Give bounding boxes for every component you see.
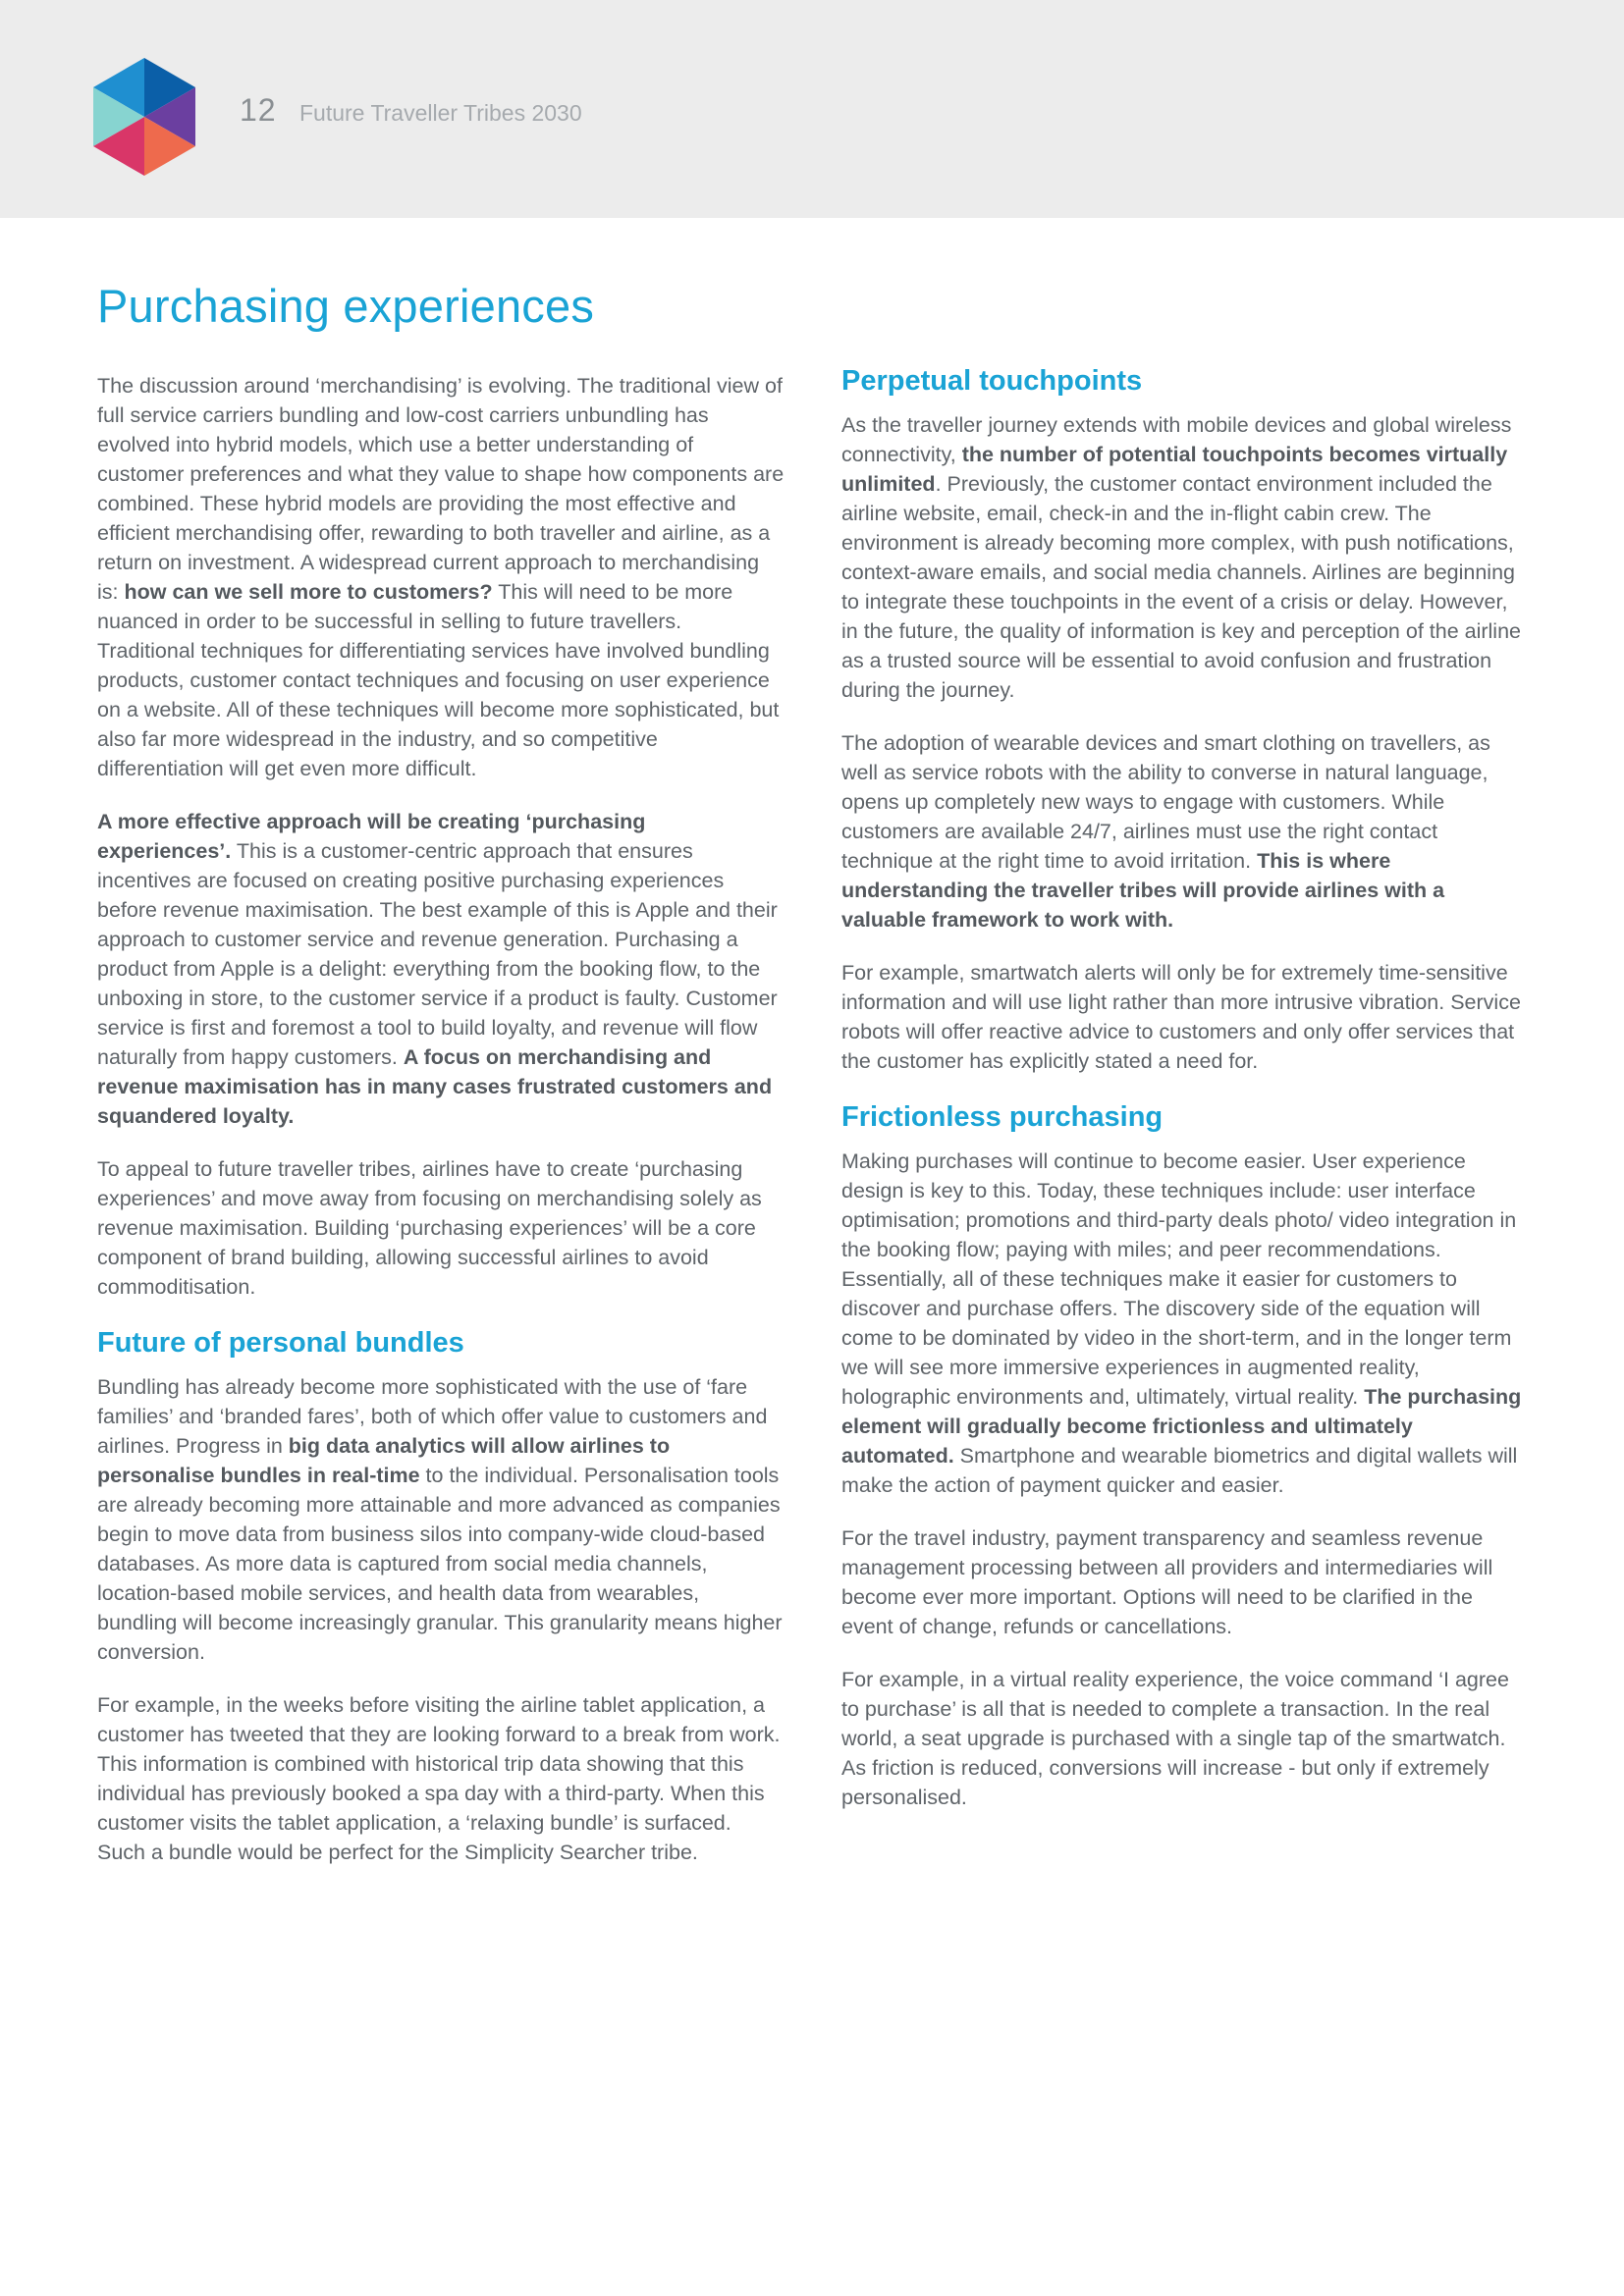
text-run: Bundling has already become more sophisticated with the use of ‘fare families’ and ‘branded fares’, both of which offer value to customers and airlines. Progress in: [97, 1375, 768, 1458]
text-run: The discussion around ‘merchandising’ is evolving. The traditional view of full service carriers bundling and low-cost carriers unbundling has evolved into hybrid models, which use a better understanding of customer preferences and what they value to shape how components are combined. These hybrid models are providing the most effective and efficient merchandising offer, rewarding to both traveller and airline, as a return on investment. A widespread current approach to merchandising is:: [97, 374, 785, 604]
text-run: As the traveller journey extends with mobile devices and global wireless connectivity,: [841, 413, 1512, 466]
left-column: [97, 371, 785, 1891]
paragraph-merchandising: [97, 371, 785, 783]
page-header: [0, 0, 1624, 218]
hexagon-logo-icon: [90, 57, 198, 177]
paragraph-smartwatch-example: For example, smartwatch alerts will only be for extremely time-sensitive information and will use light rather than more intrusive vibration. Service robots will offer reactive advice to customers and only offer services that the customer has explicitly stated a need for.: [841, 961, 1521, 1073]
paragraph-touchpoints: [841, 410, 1529, 705]
emphasis-text: the number of potential touchpoints becomes virtually unlimited: [841, 443, 1508, 496]
text-run: Smartphone and wearable biometrics and digital wallets will make the action of payment quicker and easier.: [841, 1444, 1518, 1497]
heading-personal-bundles: Future of personal bundles: [97, 1327, 464, 1359]
paragraph-bundling: [97, 1372, 785, 1667]
paragraph-purchasing-experiences: [97, 807, 785, 1131]
text-run: This will need to be more nuanced in order to be successful in selling to future travellers. Traditional techniques for differentiating services have involved bundling products, customer contact techniques and focusing on user experience on a website. All of these techniques will become more sophisticated, but also far more widespread in the industry, and so competitive differentiation will get even more difficult.: [97, 580, 780, 780]
paragraph-payment-transparency: For the travel industry, payment transparency and seamless revenue management processing between all providers and intermediaries will become ever more important. Options will need to be clarified in the event of change, refunds or cancellations.: [841, 1526, 1493, 1638]
emphasis-text: A focus on merchandising and revenue maximisation has in many cases frustrated customers and squandered loyalty.: [97, 1045, 773, 1128]
right-column: [841, 363, 1529, 1836]
paragraph-vr-example: For example, in a virtual reality experience, the voice command ‘I agree to purchase’ is all that is needed to complete a transaction. In the real world, a seat upgrade is purchased with a single tap of the smartwatch. As friction is reduced, conversions will increase - but only if extremely personalised.: [841, 1668, 1509, 1809]
emphasis-text: The purchasing element will gradually become frictionless and ultimately automated.: [841, 1385, 1522, 1468]
text-run: to the individual. Personalisation tools are already becoming more attainable and more advanced as companies begin to move data from business silos into company-wide cloud-based databases. As more data is captured from social media channels, location-based mobile services, and health data from wearables, bundling will become increasingly granular. This granularity means higher conversion.: [97, 1464, 783, 1664]
emphasis-text: big data analytics will allow airlines to personalise bundles in real-time: [97, 1434, 671, 1487]
page-number: 12: [240, 92, 277, 128]
paragraph-wearables: [841, 728, 1529, 934]
text-run: This is a customer-centric approach that ensures incentives are focused on creating positive purchasing experiences before revenue maximisation. The best example of this is Apple and their approach to customer service and revenue generation. Purchasing a product from Apple is a delight: everything from the booking flow, to the unboxing in store, to the customer service if a product is faulty. Customer service is first and foremost a tool to build loyalty, and revenue will flow naturally from happy customers.: [97, 839, 778, 1069]
emphasis-text: how can we sell more to customers?: [124, 580, 493, 604]
text-run: Making purchases will continue to become easier. User experience design is key to this. Today, these techniques include: user interface optimisation; promotions and third-party deals photo/ video integration in the booking flow; paying with miles; and peer recommendations. Essentially, all of these techniques make it easier for customers to discover and purchase offers. The discovery side of the equation will come to be dominated by video in the short-term, and in the longer term we will see more immersive experiences in augmented reality, holographic environments and, ultimately, virtual reality.: [841, 1149, 1517, 1409]
emphasis-text: A more effective approach will be creating ‘purchasing experiences’.: [97, 810, 646, 863]
heading-perpetual-touchpoints: Perpetual touchpoints: [841, 365, 1143, 397]
paragraph-frictionless: [841, 1147, 1529, 1500]
text-run: . Previously, the customer contact environment included the airline website, email, check-in and the in-flight cabin crew. The environment is already becoming more complex, with push notifications, context-aware emails, and social media channels. Airlines are beginning to integrate these touchpoints in the event of a crisis or delay. However, in the future, the quality of information is key and perception of the airline as a trusted source will be essential to avoid confusion and frustration during the journey.: [841, 472, 1521, 702]
emphasis-text: This is where understanding the traveller tribes will provide airlines with a valuable framework to work with.: [841, 849, 1445, 932]
heading-frictionless-purchasing: Frictionless purchasing: [841, 1101, 1164, 1133]
page-title: Purchasing experiences: [97, 280, 595, 332]
text-run: The adoption of wearable devices and smart clothing on travellers, as well as service robots with the ability to converse in natural language, opens up completely new ways to engage with customers. While customers are available 24/7, airlines must use the right contact technique at the right time to avoid irritation.: [841, 731, 1490, 873]
paragraph-bundle-example: For example, in the weeks before visiting the airline tablet application, a customer has tweeted that they are looking forward to a break from work. This information is combined with historical trip data showing that this individual has previously booked a spa day with a third-party. When this customer visits the tablet application, a ‘relaxing bundle’ is surfaced. Such a bundle would be perfect for the Simplicity Searcher tribe.: [97, 1693, 781, 1864]
paragraph-traveller-tribes: To appeal to future traveller tribes, airlines have to create ‘purchasing experiences’ and move away from focusing on merchandising solely as revenue maximisation. Building ‘purchasing experiences’ will be a core component of brand building, allowing successful airlines to avoid commoditisation.: [97, 1157, 762, 1299]
document-title: Future Traveller Tribes 2030: [299, 100, 582, 126]
